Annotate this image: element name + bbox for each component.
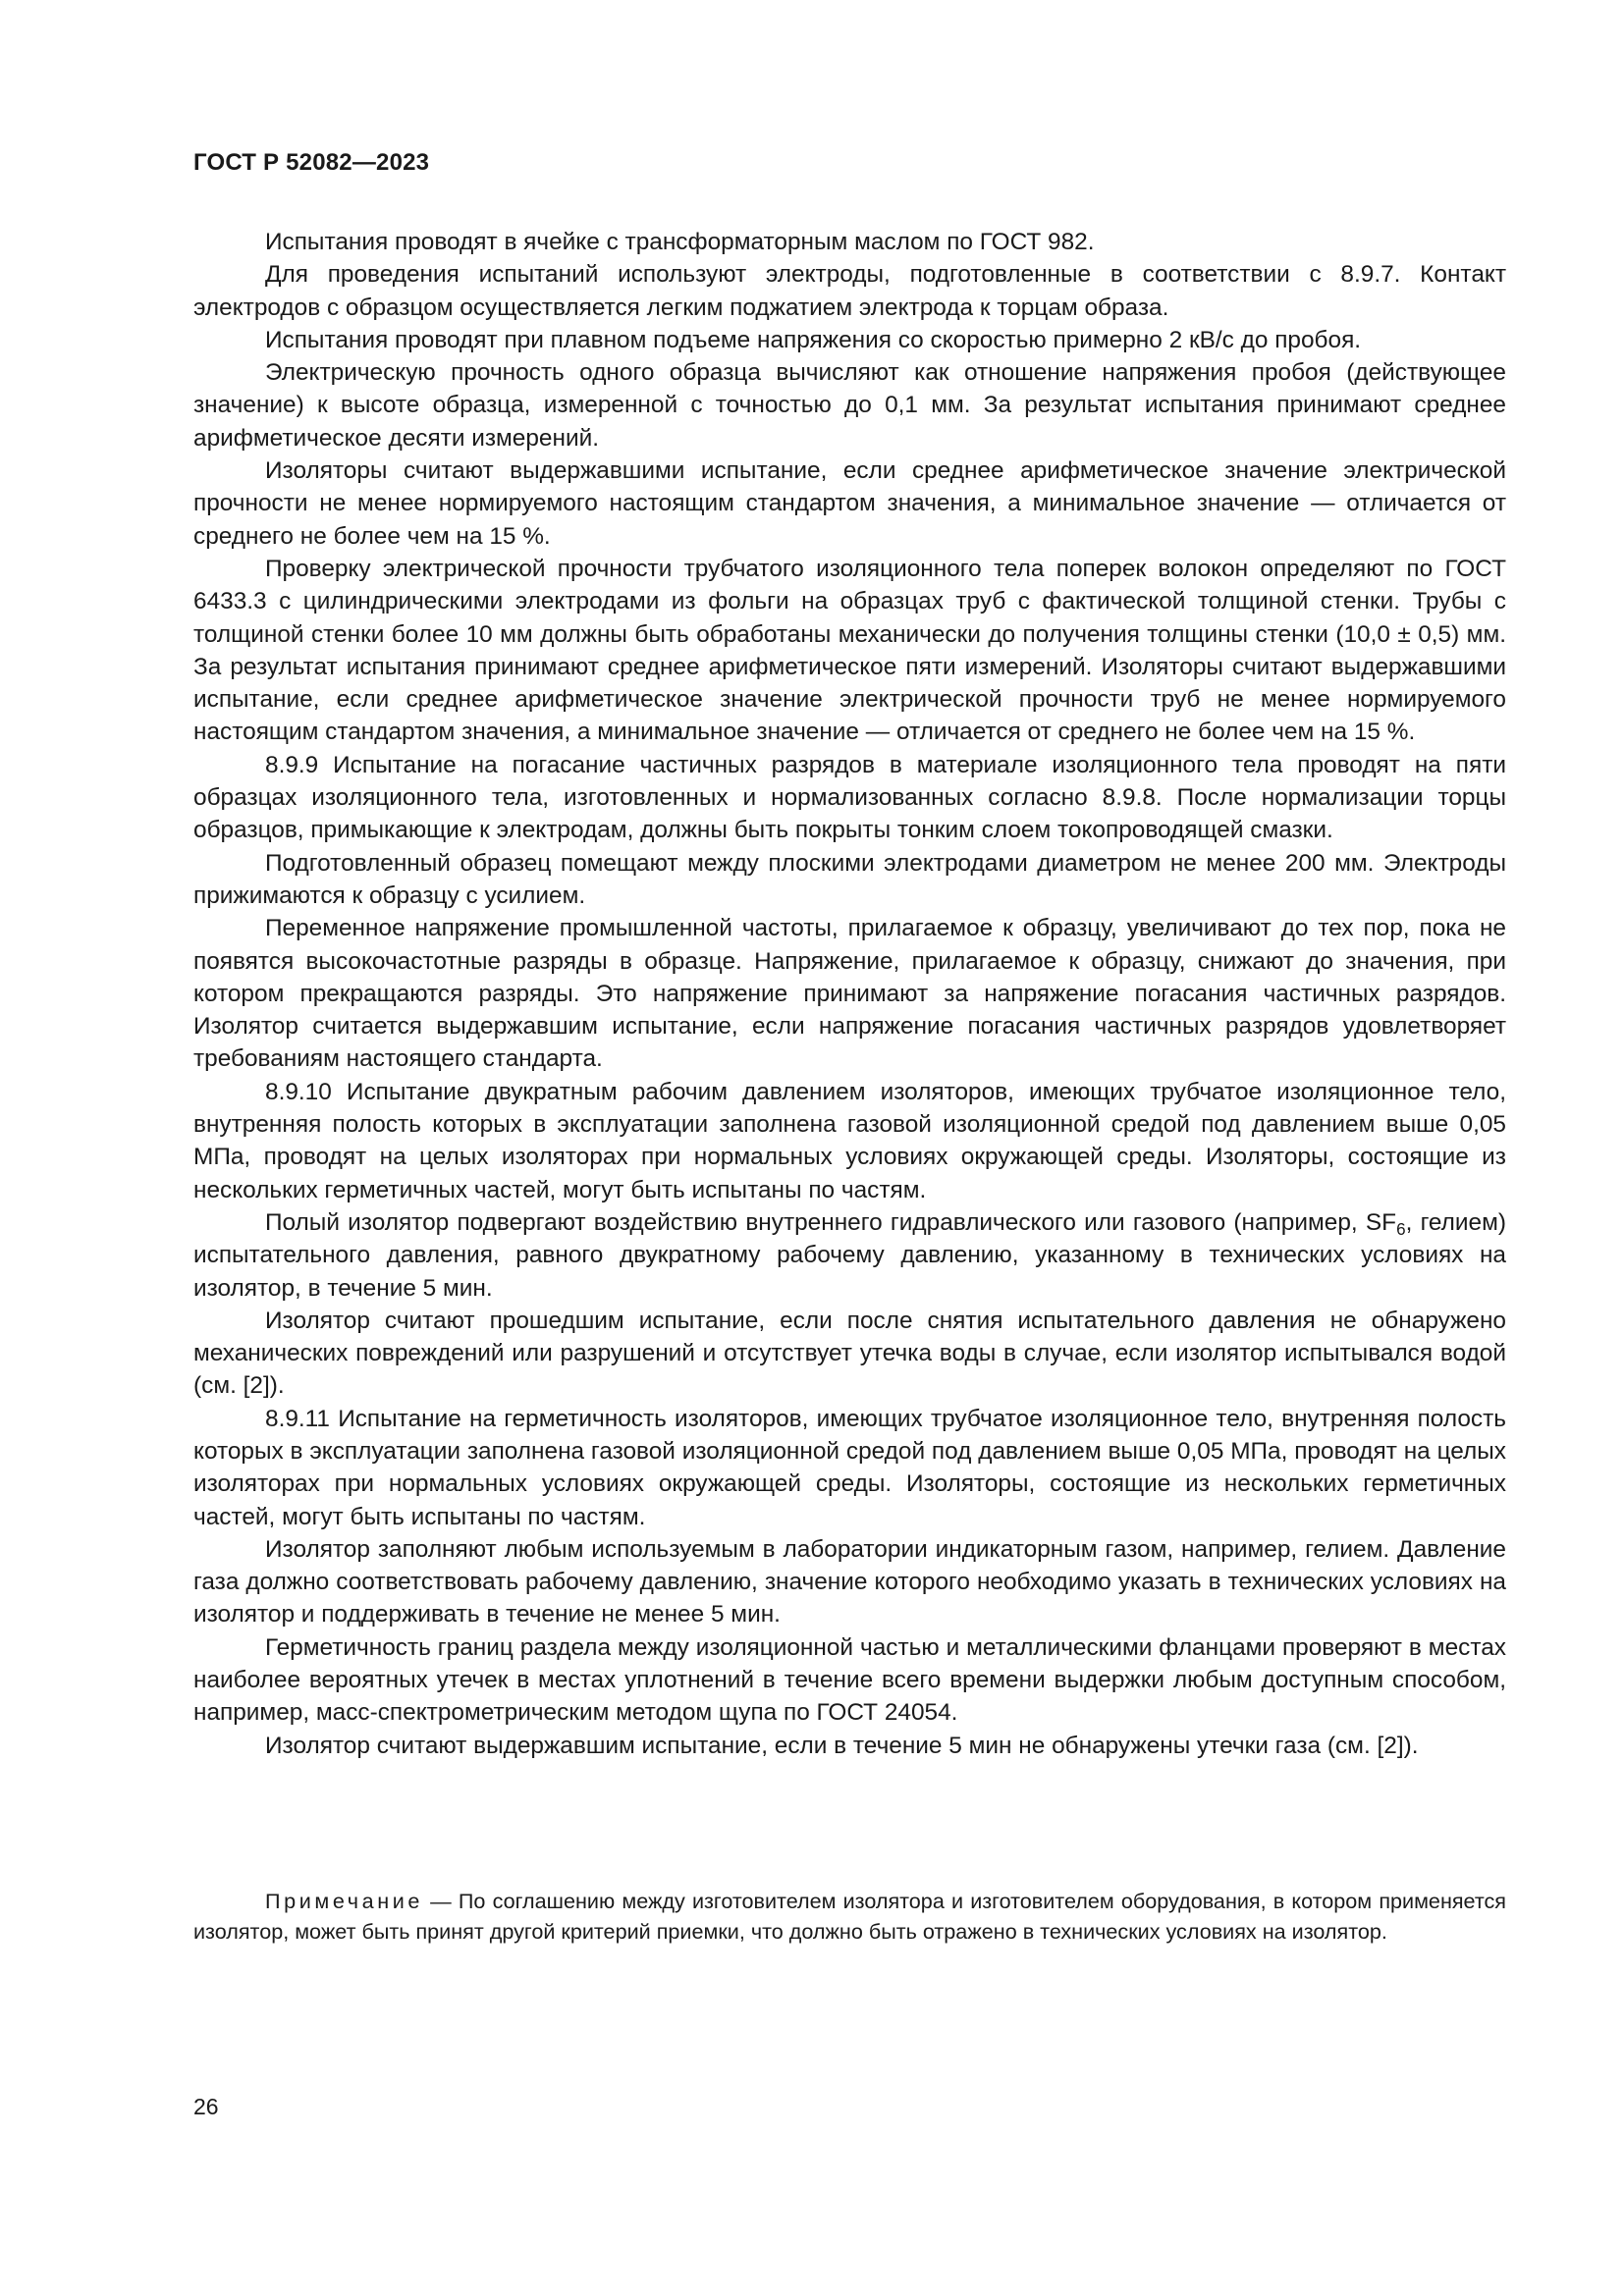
paragraph-voltage-rise: Испытания проводят при плавном подъеме напряжения со скоростью примерно 2 кВ/с до пробоя. bbox=[265, 326, 1362, 353]
paragraph-indicator-gas: Изолятор заполняют любым используемым в лаборатории индикаторным газом, например, гелием. Давление газа должно соответствовать рабочему давлению, значение которого необходимо указать в технических условиях на изолятор и поддерживать в течение не менее 5 мин. bbox=[193, 1535, 1506, 1629]
paragraph-8-9-9: 8.9.9 Испытание на погасание частичных разрядов в материале изоляционного тела проводят на пяти образцах изоляционного тела, изготовленных и нормализованных согласно 8.9.8. После нормализации торцы образцов, примыкающие к электродам, должны быть покрыты тонким слоем токопроводящей смазки. bbox=[193, 751, 1506, 844]
note bbox=[193, 1887, 1506, 1947]
paragraph-electrodes: Для проведения испытаний используют электроды, подготовленные в соответствии с 8.9.7. Контакт электродов с образцом осуществляется легким поджатием электрода к торцам образа. bbox=[193, 261, 1506, 321]
paragraph-hollow-insulator bbox=[193, 1206, 1506, 1305]
document-body bbox=[193, 226, 1506, 1762]
paragraph-8-9-11: 8.9.11 Испытание на герметичность изоляторов, имеющих трубчатое изоляционное тело, внутренняя полость которых в эксплуатации заполнена газовой изоляционной средой под давлением выше 0,05 МПа, проводят на целых изоляторах при нормальных условиях окружающей среды. Изоляторы, состоящие из нескольких герметичных частей, могут быть испытаны по частям. bbox=[193, 1405, 1506, 1530]
paragraph-electric-strength-calc: Электрическую прочность одного образца вычисляют как отношение напряжения пробоя (действующее значение) к высоте образца, измеренной с точностью до 0,1 мм. За результат испытания принимают среднее арифметическое десяти измерений. bbox=[193, 359, 1506, 452]
page-number: 26 bbox=[193, 2094, 219, 2119]
paragraph-oil-cell: Испытания проводят в ячейке с трансформаторным маслом по ГОСТ 982. bbox=[265, 229, 1095, 255]
standard-code-header: ГОСТ Р 52082—2023 bbox=[193, 149, 430, 176]
paragraph-acceptance-strength: Изоляторы считают выдержавшими испытание, если среднее арифметическое значение электрической прочности не менее нормируемого настоящим стандартом значения, а минимальное значение — отличается от среднего не более чем на 15 %. bbox=[193, 457, 1506, 550]
paragraph-ac-voltage: Переменное напряжение промышленной частоты, прилагаемое к образцу, увеличивают до тех пор, пока не появятся высокочастотные разряды в образце. Напряжение, прилагаемое к образцу, снижают до значения, при котором прекращаются разряды. Это напряжение принимают за напряжение погасания частичных разрядов. Изолятор считается выдержавшим испытание, если напряжение погасания частичных разрядов удовлетворяет требованиям настоящего стандарта. bbox=[193, 915, 1506, 1073]
paragraph-8-9-10: 8.9.10 Испытание двукратным рабочим давлением изоляторов, имеющих трубчатое изоляционное тело, внутренняя полость которых в эксплуатации заполнена газовой изоляционной средой под давлением выше 0,05 МПа, проводят на целых изоляторах при нормальных условиях окружающей среды. Изоляторы, состоящие из нескольких герметичных частей, могут быть испытаны по частям. bbox=[193, 1078, 1506, 1203]
note-label: Примечание bbox=[265, 1889, 423, 1913]
paragraph-pressure-pass: Изолятор считают прошедшим испытание, если после снятия испытательного давления не обнаружено механических повреждений или разрушений и отсутствует утечка воды в случае, если изолятор испытывался водой (см. [2]). bbox=[193, 1307, 1506, 1400]
paragraph-tube-strength: Проверку электрической прочности трубчатого изоляционного тела поперек волокон определяют по ГОСТ 6433.3 с цилиндрическими электродами из фольги на образцах труб с фактической толщиной стенки. Трубы с толщиной стенки более 10 мм должны быть обработаны механически до получения толщины стенки (10,0 ± 0,5) мм. За результат испытания принимают среднее арифметическое пяти измерений. Изоляторы считают выдержавшими испытание, если среднее арифметическое значение электрической прочности труб не менее нормируемого настоящим стандартом значения, а минимальное значение — отличается от среднего не более чем на 15 %. bbox=[193, 555, 1506, 746]
paragraph-flange-tightness: Герметичность границ раздела между изоляционной частью и металлическими фланцами проверяют в местах наиболее вероятных утечек в местах уплотнений в течение всего времени выдержки любым доступным способом, например, масс-спектрометрическим методом щупа по ГОСТ 24054. bbox=[193, 1633, 1506, 1727]
note-text: — По соглашению между изготовителем изолятора и изготовителем оборудования, в котором применяется изолятор, может быть принят другой критерий приемки, что должно быть отражено в технических условиях на изолятор. bbox=[193, 1889, 1506, 1944]
sf6-text-after: , гелием) испытательного давления, равного двукратному рабочему давлению, указанному в технических условиях на изолятор, в течение 5 мин. bbox=[193, 1208, 1506, 1302]
sf6-text-before: Полый изолятор подвергают воздействию внутреннего гидравлического или газового (например, SF bbox=[265, 1208, 1397, 1236]
sf6-subscript: 6 bbox=[1396, 1220, 1406, 1240]
paragraph-sample-placement: Подготовленный образец помещают между плоскими электродами диаметром не менее 200 мм. Электроды прижимаются к образцу с усилием. bbox=[193, 849, 1506, 909]
paragraph-leak-pass: Изолятор считают выдержавшим испытание, если в течение 5 мин не обнаружены утечки газа (см. [2]). bbox=[265, 1732, 1419, 1759]
